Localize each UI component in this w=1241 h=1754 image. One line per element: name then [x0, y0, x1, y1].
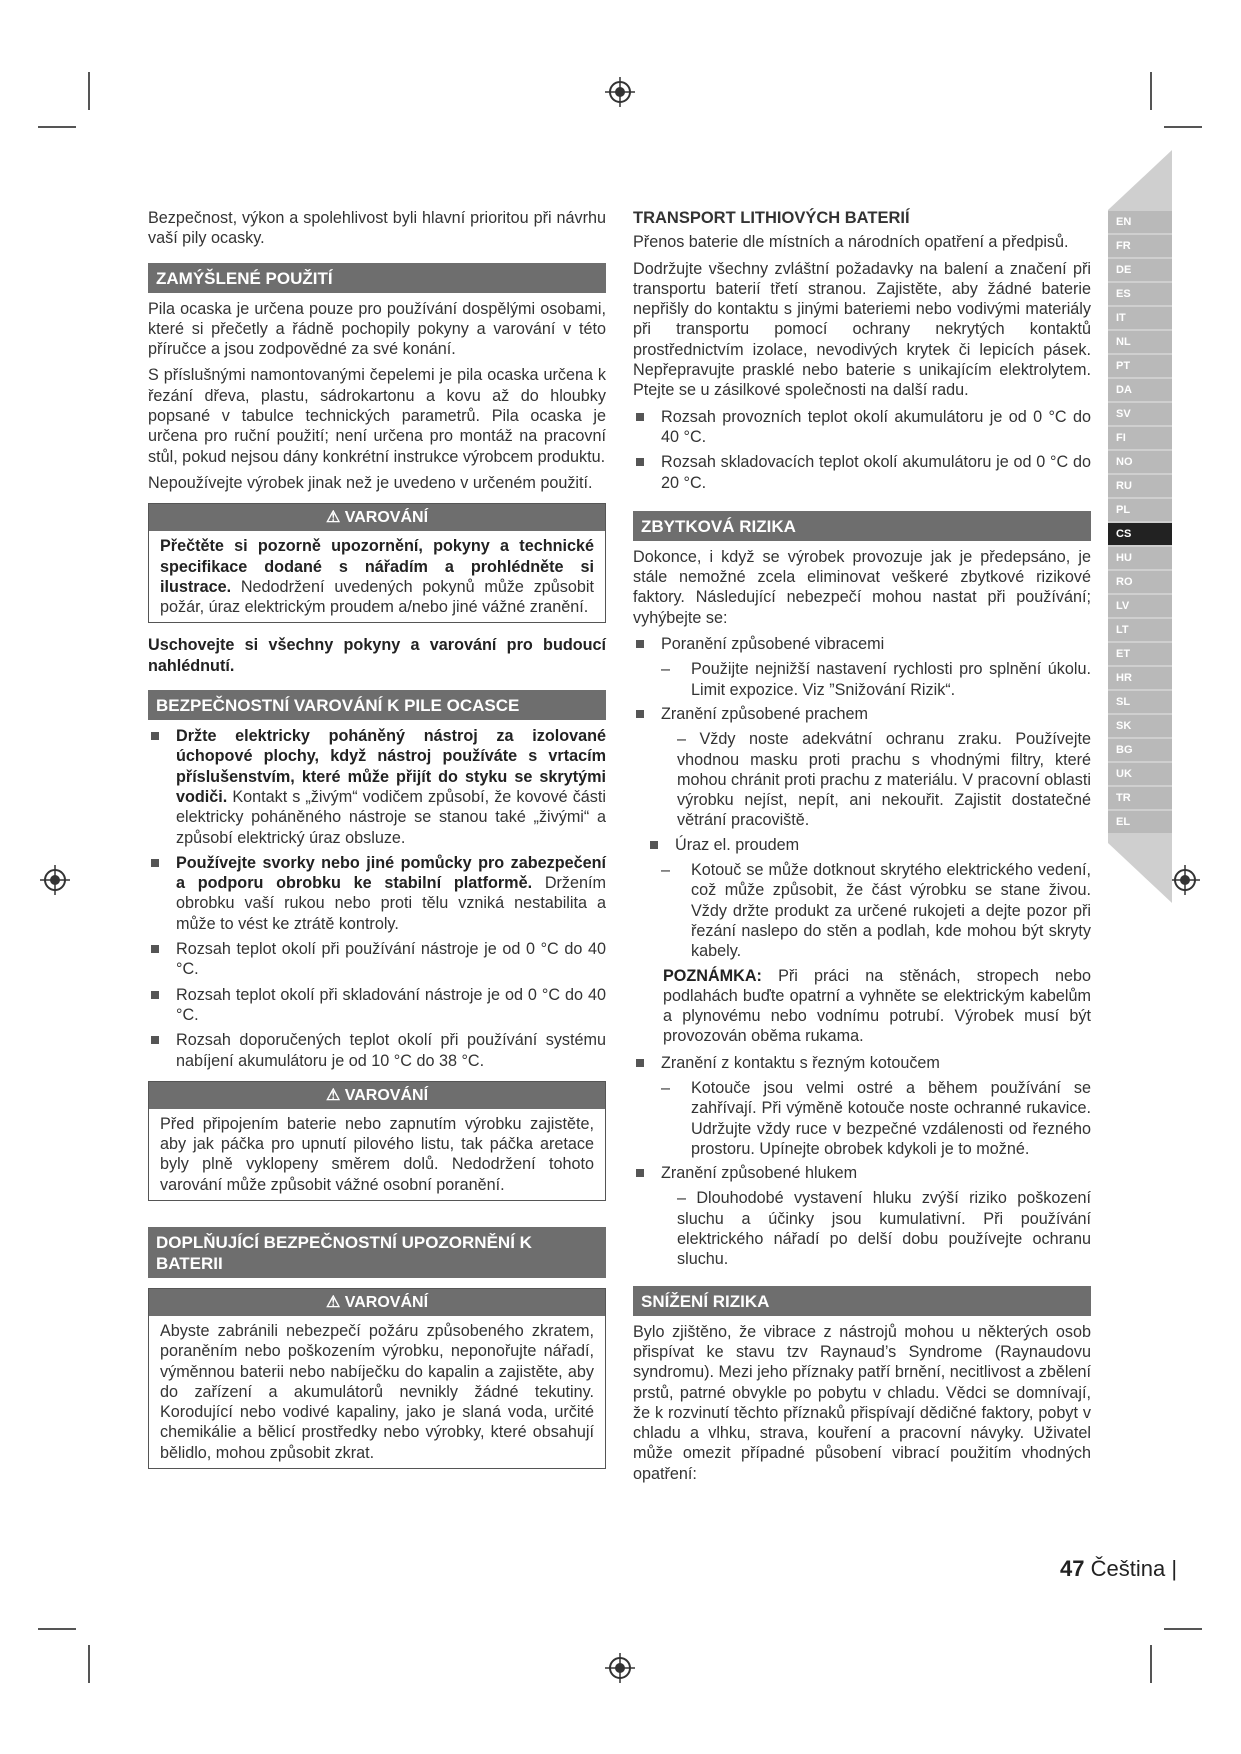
- warning-triangle-icon: ⚠: [325, 509, 341, 527]
- language-tab-et: ET: [1108, 643, 1172, 665]
- crop-mark: [1164, 126, 1202, 128]
- warning-text: Nedodržení uvedených pokynů může způsobit požár, úraz elektrickým proudem a/nebo jiné vážné zranění.: [160, 577, 594, 617]
- list-item: Poranění způsobené vibracemi: [633, 634, 1091, 654]
- list-item: Zranění z kontaktu s řezným kotoučem: [633, 1053, 1091, 1073]
- warning-text: Abyste zabránili nebezpečí požáru způsobeného zkratem, poraněním nebo poškozením výrobku, neponořujte nářadí, výměnnou baterii nebo nabíječku do kapalin a zajistěte, aby do zařízení a akumulátorů nevnikly žádné tekutiny. Korodující nebo vodivé kapaliny, jako je slaná voda, určité chemikálie a bělicí prostředky nebo výrobky, které obsahují bělidlo, mohou způsobit zkrat.: [160, 1321, 594, 1462]
- sub-item: – Vždy noste adekvátní ochranu zraku. Používejte vhodnou masku proti prachu s vhodnými filtry, které mohou chránit proti prachu z materiálu. V pracovní oblasti výrobku nejíst, nepít, ani nekouřit. Zajistit dostatečné větrání pracoviště.: [677, 730, 1091, 830]
- language-tab-no: NO: [1108, 451, 1172, 473]
- paragraph: S příslušnými namontovanými čepelemi je pila ocaska určena k řezání dřeva, plastu, sádrokartonu a kovu až do hloubky popsané v tabulce technických parametrů. Pila ocaska je určena pro ruční použití; není určena pro montáž na pracovní stůl, pokud nejsou dány konkrétní instrukce výrobcem produktu.: [148, 366, 606, 466]
- crop-mark: [38, 1628, 76, 1630]
- crop-mark: [1164, 1628, 1202, 1630]
- language-tab-lt: LT: [1108, 619, 1172, 641]
- keep-instructions: Uschovejte si všechny pokyny a varování pro budoucí nahlédnutí.: [148, 636, 606, 675]
- language-tab-el: EL: [1108, 811, 1172, 833]
- language-tab-ru: RU: [1108, 475, 1172, 497]
- crop-mark: [88, 1645, 90, 1683]
- section-heading: TRANSPORT LITHIOVÝCH BATERIÍ: [633, 209, 910, 227]
- language-tab-cs: CS: [1108, 523, 1172, 545]
- list-item: Rozsah doporučených teplot okolí při používání systému nabíjení akumulátoru je od 10 °C do 38 °C.: [148, 1030, 606, 1071]
- section-heading: ZBYTKOVÁ RIZIKA: [633, 511, 1091, 541]
- crop-mark: [1150, 72, 1152, 110]
- language-tab-sk: SK: [1108, 715, 1172, 737]
- warning-box: [148, 1288, 606, 1469]
- paragraph: Bylo zjištěno, že vibrace z nástrojů mohou u některých osob přispívat ke stavu tzv Raynaud’s Syndrome (Raynaudovu syndromu). Mezi jeho příznaky patří brnění, necitlivost a zbělení prstů, patrné obvykle po pobytu v chladu. Vědci se domnívají, že k rozvinutí těchto příznaků přispívají dědičné faktory, pobyt v chladu a vlhku, strava, kouření a pracovní návyky. Uživatel může omezit případné působení vibrací použitím vhodných opatření:: [633, 1322, 1091, 1483]
- language-tab-pt: PT: [1108, 355, 1172, 377]
- language-tab-de: DE: [1108, 259, 1172, 281]
- sub-item: – Kotouče jsou velmi ostré a během používání se zahřívají. Při výměně kotouče noste ochranné rukavice. Udržujte vždy ruce v bezpečné vzdálenosti od řezného prostoru. Upínejte obrobek kdykoli je to možné.: [661, 1078, 1091, 1158]
- warning-text: Před připojením baterie nebo zapnutím výrobku zajistěte, aby jak páčka pro upnutí pilového listu, tak páčka aretace byly plně vyklopeny směrem dolů. Nedodržení tohoto varování může způsobit vážné osobní poranění.: [160, 1114, 594, 1194]
- note: POZNÁMKA: Při práci na stěnách, stropech nebo podlahách buďte opatrní a vyhněte se elektrickým kabelům a plynovému nebo vodnímu potrubí. Výrobek musí být provozován oběma rukama.: [663, 966, 1091, 1046]
- warning-bold-text: Přečtěte si pozorně upozornění, pokyny a technické specifikace dodané s nářadím a prohlédněte si ilustrace.: [160, 537, 594, 596]
- paragraph: Přenos baterie dle místních a národních opatření a předpisů.: [633, 233, 1069, 252]
- language-tab-fr: FR: [1108, 235, 1172, 257]
- page-number: 47: [1060, 1556, 1085, 1581]
- list-item: Používejte svorky nebo jiné pomůcky pro zabezpečení a podporu obrobku ke stabilní platformě. Držením obrobku vaší rukou nebo proti tělu vzniká nestabilita a může to vést ke ztrátě kontroly.: [148, 853, 606, 934]
- language-tab-it: IT: [1108, 307, 1172, 329]
- list-item: Držte elektricky poháněný nástroj za izolované úchopové plochy, když nástroj používáte s vrtacím příslušenstvím, které může přijít do styku se skrytými vodiči. Kontakt s „živým“ vodičem způsobí, že kovové části elektricky poháněného nástroje se stanou také „živými“ a způsobí elektrický úraz obsluze.: [148, 726, 606, 848]
- warning-heading: ⚠ VAROVÁNÍ: [149, 1082, 605, 1109]
- language-tab-da: DA: [1108, 379, 1172, 401]
- language-tab-hr: HR: [1108, 667, 1172, 689]
- warning-heading: ⚠ VAROVÁNÍ: [149, 1289, 605, 1316]
- warning-box: [148, 503, 606, 623]
- list-item: Úraz el. proudem: [633, 835, 1091, 855]
- language-tabs: [1108, 211, 1172, 835]
- crop-mark: [38, 126, 76, 128]
- list-item: Rozsah teplot okolí při používání nástroje je od 0 °C do 40 °C.: [148, 939, 606, 980]
- sub-item: – Dlouhodobé vystavení hluku zvýší riziko poškození sluchu a účinky jsou kumulativní. Při používání elektrického nářadí po delší dobu používejte ochranu sluchu.: [677, 1189, 1091, 1269]
- paragraph: Dodržujte všechny zvláštní požadavky na balení a značení při transportu baterií třetí stranou. Zajistěte, aby žádné baterie nepřišly do kontaktu s jinými bateriemi nebo vodivými materiály při transportu pomocí ochrany nekrytých kontaktů prostřednictvím izolace, nevodivých krytek či lepicích pásek. Nepřepravujte prasklé nebo baterie s unikajícím elektrolytem. Ptejte se u zásilkové společnosti na další radu.: [633, 259, 1091, 400]
- list-item: Rozsah provozních teplot okolí akumulátoru je od 0 °C do 40 °C.: [633, 407, 1091, 448]
- warning-triangle-icon: ⚠: [325, 1086, 341, 1104]
- crop-mark: [1150, 1645, 1152, 1683]
- left-column: [148, 208, 606, 1481]
- registration-mark-icon: [605, 77, 635, 107]
- paragraph: Pila ocaska je určena pouze pro používání dospělými osobami, které si přečetly a řádně pochopily pokyny a varování v této příručce a jsou zodpovědné za své konání.: [148, 299, 606, 359]
- language-tab-es: ES: [1108, 283, 1172, 305]
- language-tab-en: EN: [1108, 211, 1172, 233]
- warning-triangle-icon: ⚠: [325, 1293, 341, 1311]
- list-item: Zranění způsobené prachem: [633, 704, 1091, 724]
- intro-text: Bezpečnost, výkon a spolehlivost byli hlavní prioritou při návrhu vaší pily ocasky.: [148, 209, 606, 248]
- footer-language: Čeština |: [1090, 1556, 1178, 1581]
- warning-box: [148, 1081, 606, 1201]
- language-tab-nl: NL: [1108, 331, 1172, 353]
- language-tab-fi: FI: [1108, 427, 1172, 449]
- sub-item: – Kotouč se může dotknout skrytého elektrického vedení, což může způsobit, že část výrobku se stane živou. Vždy držte produkt za určené rukojeti a dejte pozor při řezání naslepo do stěn a podlah, kde mohou být skryty kabely.: [661, 861, 1091, 961]
- language-tab-tr: TR: [1108, 787, 1172, 809]
- language-tab-ro: RO: [1108, 571, 1172, 593]
- page-footer: [1060, 1556, 1177, 1582]
- language-tab-sl: SL: [1108, 691, 1172, 713]
- right-column: [633, 208, 1091, 1490]
- language-tab-pl: PL: [1108, 499, 1172, 521]
- paragraph: Nepoužívejte výrobek jinak než je uvedeno v určeném použití.: [148, 473, 593, 492]
- language-tab-bg: BG: [1108, 739, 1172, 761]
- paragraph: Dokonce, i když se výrobek provozuje jak je předepsáno, je stále nemožné zcela eliminovat veškeré zbytkové rizikové faktory. Následující nebezpečí mohou nastat při používání; vyhýbejte se:: [633, 547, 1091, 627]
- language-tab-lv: LV: [1108, 595, 1172, 617]
- registration-mark-icon: [605, 1653, 635, 1683]
- section-heading: ZAMÝŠLENÉ POUŽITÍ: [148, 263, 606, 293]
- list-item: Rozsah teplot okolí při skladování nástroje je od 0 °C do 40 °C.: [148, 985, 606, 1026]
- section-heading: BEZPEČNOSTNÍ VAROVÁNÍ K PILE OCASCE: [148, 690, 606, 720]
- list-item: Zranění způsobené hlukem: [633, 1163, 1091, 1183]
- language-tab-uk: UK: [1108, 763, 1172, 785]
- list-item: Rozsah skladovacích teplot okolí akumulátoru je od 0 °C do 20 °C.: [633, 452, 1091, 493]
- registration-mark-icon: [1170, 865, 1200, 895]
- crop-mark: [88, 72, 90, 110]
- section-heading: DOPLŇUJÍCÍ BEZPEČNOSTNÍ UPOZORNĚNÍ K BATERII: [148, 1227, 606, 1278]
- registration-mark-icon: [40, 865, 70, 895]
- language-tab-hu: HU: [1108, 547, 1172, 569]
- warning-heading: ⚠ VAROVÁNÍ: [149, 504, 605, 531]
- sub-item: – Použijte nejnižší nastavení rychlosti pro splnění úkolu. Limit expozice. Viz ”Snižování Rizik“.: [661, 660, 1091, 699]
- language-tab-sv: SV: [1108, 403, 1172, 425]
- section-heading: SNÍŽENÍ RIZIKA: [633, 1286, 1091, 1316]
